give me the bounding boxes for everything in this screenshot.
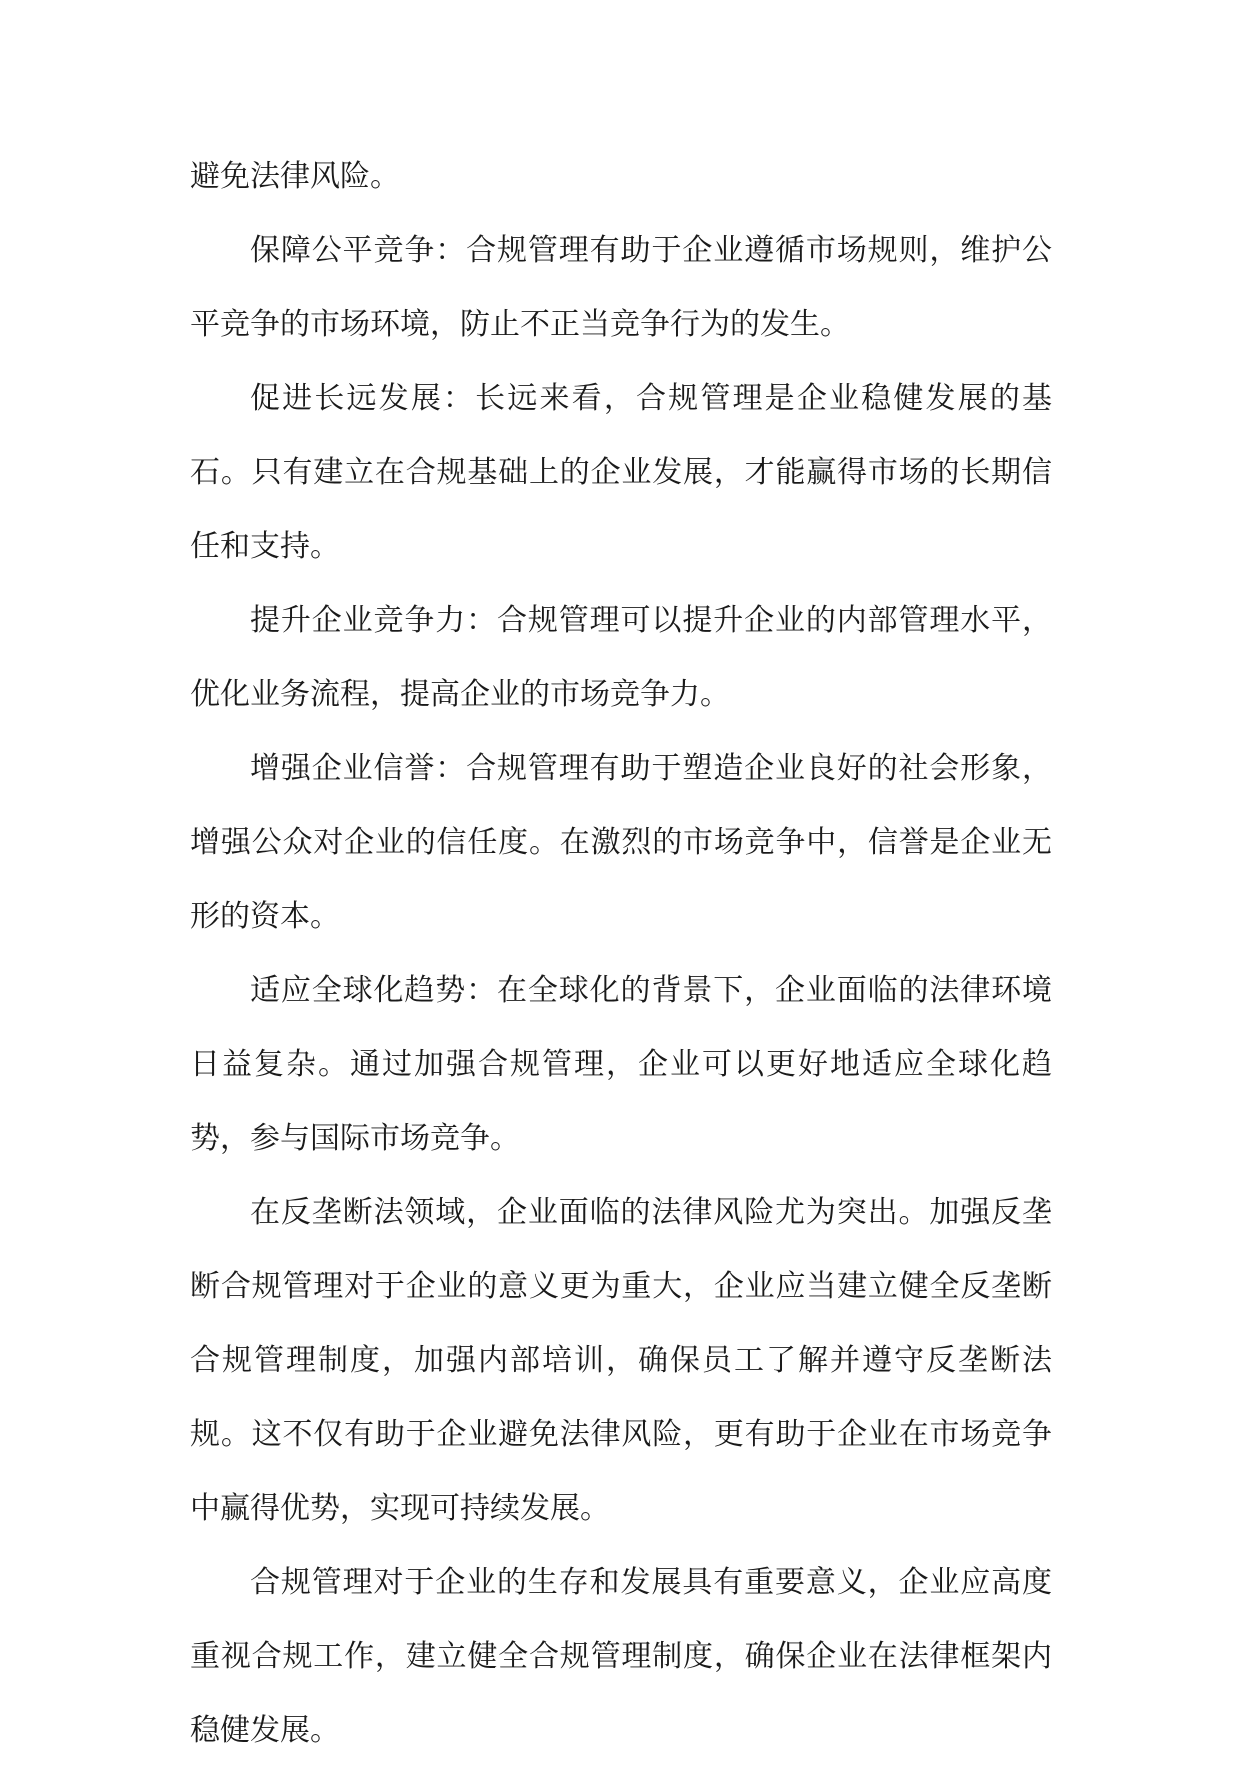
paragraph-competitiveness: 提升企业竞争力：合规管理可以提升企业的内部管理水平，优化业务流程，提高企业的市场竞争力。	[190, 603, 1052, 712]
paragraph-antitrust: 在反垄断法领域，企业面临的法律风险尤为突出。加强反垄断合规管理对于企业的意义更为重大，企业应当建立健全反垄断合规管理制度，加强内部培训，确保员工了解并遵守反垄断法规。这不仅有助于企业避免法律风险，更有助于企业在市场竞争中赢得优势，实现可持续发展。	[190, 1195, 1052, 1526]
paragraph-fair-competition: 保障公平竞争：合规管理有助于企业遵循市场规则，维护公平竞争的市场环境，防止不正当竞争行为的发生。	[190, 233, 1052, 342]
paragraph-continuation: 避免法律风险。	[190, 159, 400, 194]
paragraph-reputation: 增强企业信誉：合规管理有助于塑造企业良好的社会形象，增强公众对企业的信任度。在激烈的市场竞争中，信誉是企业无形的资本。	[190, 751, 1052, 934]
paragraph-long-term-development: 促进长远发展：长远来看，合规管理是企业稳健发展的基石。只有建立在合规基础上的企业发展，才能赢得市场的长期信任和支持。	[190, 381, 1052, 564]
paragraph-globalization: 适应全球化趋势：在全球化的背景下，企业面临的法律环境日益复杂。通过加强合规管理，企业可以更好地适应全球化趋势，参与国际市场竞争。	[190, 973, 1052, 1156]
paragraph-conclusion: 合规管理对于企业的生存和发展具有重要意义，企业应高度重视合规工作，建立健全合规管理制度，确保企业在法律框架内稳健发展。	[190, 1565, 1052, 1748]
document-body	[190, 140, 1052, 1768]
